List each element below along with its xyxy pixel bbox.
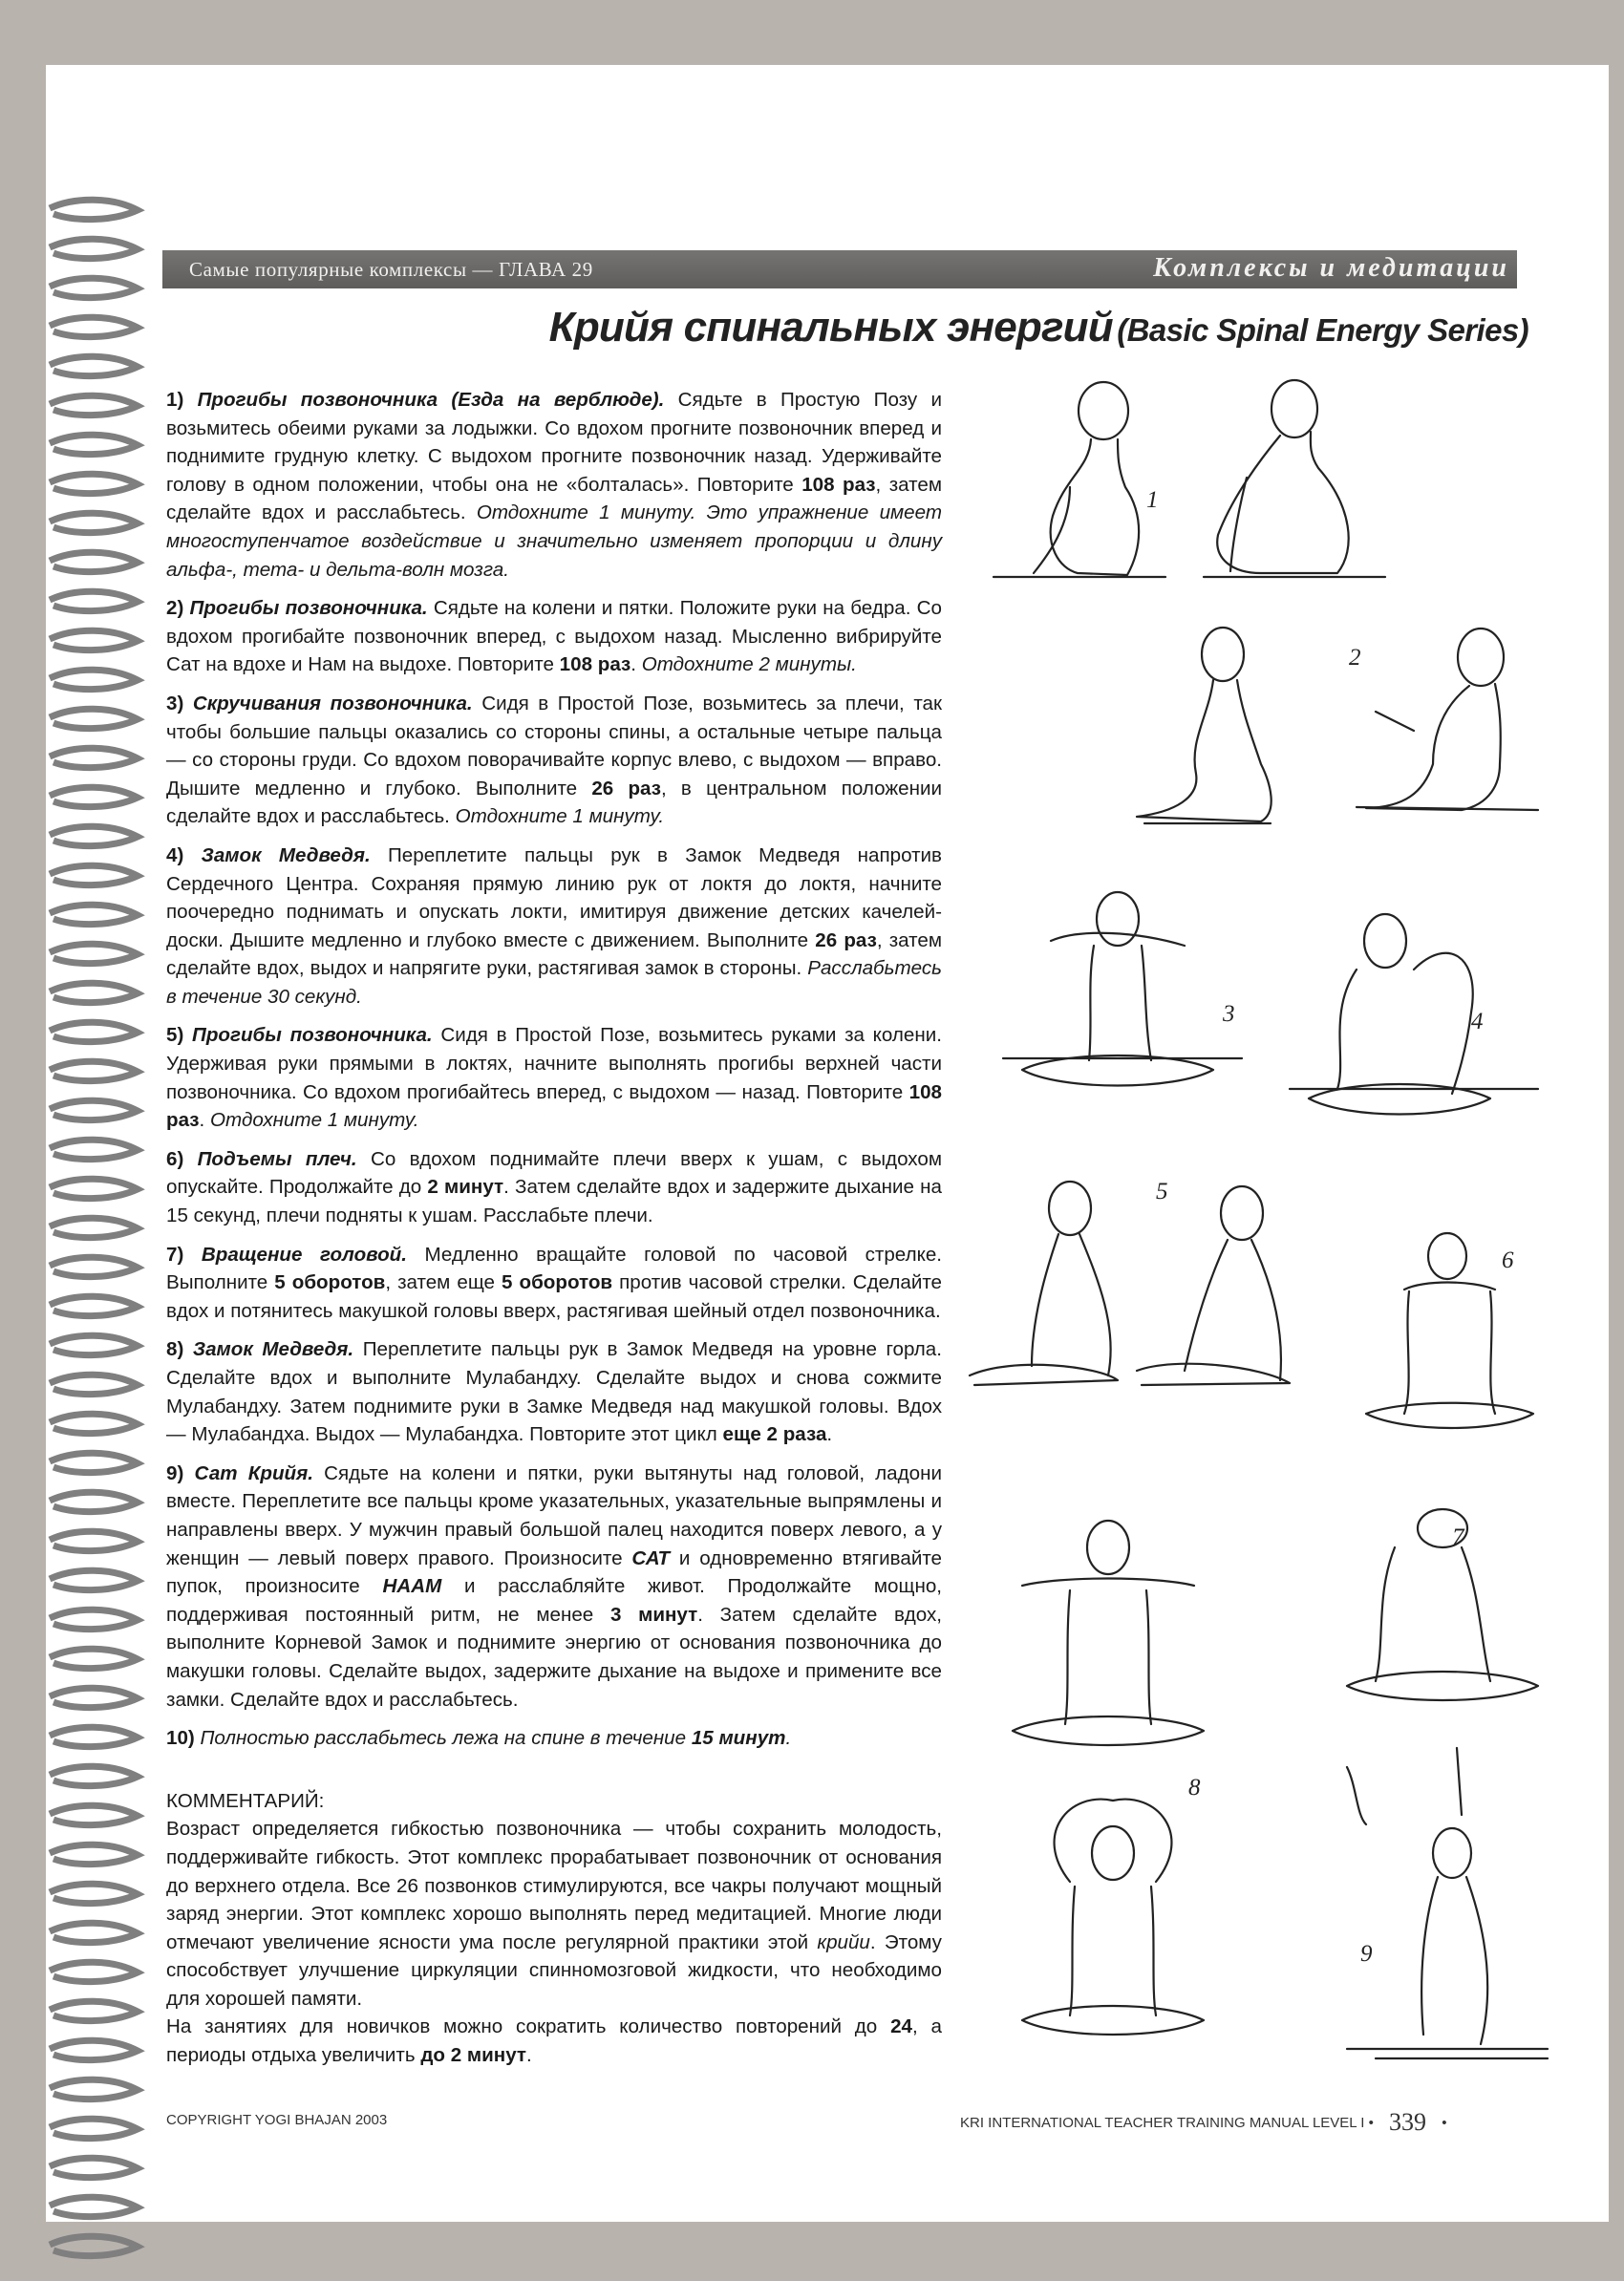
binding-ring [50, 1649, 138, 1668]
binding-ring [50, 1531, 138, 1550]
binding-ring [50, 630, 138, 650]
exercise-name: Сат Крийя. [194, 1461, 313, 1484]
binding-ring [50, 1884, 138, 1903]
exercise-reps: 15 минут [691, 1727, 786, 1750]
binding-ring [50, 944, 138, 963]
exercise-number: 4) [166, 843, 184, 866]
binding-ring [50, 2158, 138, 2177]
binding-ring [50, 1022, 138, 1041]
figure-7b-bear-grip-at-throat [984, 1509, 1232, 1767]
binding-ring [50, 1492, 138, 1511]
figure-4-bear-grip-seesaw [1271, 898, 1557, 1127]
bullet-icon: • [1442, 2115, 1447, 2131]
exercise-text: Сядьте на колени и пятки, руки вытянуты над головой, ладони вместе. Переплетите все пальцы кроме указательных, указательные выпрямлены и направлены вверх. У мужчин правый большой палец находится поверх левого, а у женщин — левый поверх правого. Произносите [166, 1461, 942, 1569]
title-english: (Basic Spinal Energy Series) [1117, 312, 1528, 348]
exercise-text-mid-second: и расслабляйте живот. Продолжайте мощно, поддерживая постоянный ритм, не менее [166, 1575, 942, 1626]
comment-heading: КОММЕНТАРИЙ: [166, 1789, 325, 1812]
exercise-reps: 5 оборотов [274, 1271, 386, 1294]
binding-ring [50, 1335, 138, 1354]
figure-label-5: 5 [1156, 1179, 1168, 1204]
binding-ring [50, 356, 138, 375]
binding-ring [50, 670, 138, 689]
figure-7-neck-rolls [1318, 1490, 1557, 1719]
figure-label-2: 2 [1349, 645, 1361, 671]
exercise-reps: 26 раз [815, 928, 877, 951]
exercise-reps-second: 5 оборотов [502, 1271, 613, 1294]
binding-ring [50, 1844, 138, 1864]
comment-paragraph-2 [166, 2013, 942, 2069]
exercise-text: Полностью расслабьтесь лежа на спине в течение [200, 1727, 687, 1750]
exercise-5 [166, 1021, 942, 1134]
comment-text: Возраст определяется гибкостью позвоночника — чтобы сохранить молодость, поддерживайте гибкость. Этот комплекс прорабатывает позвоночник от основания до верхнего отдела. Все 26 позвонков стимулируются, все чакры получают мощный заряд энергии. Этот комплекс хорошо выполнять перед медитацией. Многие люди отмечают увеличение ясности ума после регулярной практики этой [166, 1818, 942, 1953]
binding-ring [50, 1414, 138, 1433]
comment-text-end: . Этому способствует улучшение циркуляции спинномозговой жидкости, что необходимо для хорошей памяти. [166, 1930, 942, 2010]
page-title [549, 304, 1528, 352]
exercise-text: Со вдохом поднимайте плечи вверх к ушам, с выдохом опускайте. Продолжайте до [166, 1147, 942, 1199]
exercise-reps: 108 раз [166, 1080, 942, 1132]
binding-ring [50, 1140, 138, 1159]
exercise-name: Подъемы плеч. [197, 1147, 357, 1170]
comment-text-mid: , а периоды отдыха увеличить [166, 2015, 942, 2067]
mantra-sat: САТ [631, 1546, 671, 1569]
binding-ring [50, 709, 138, 728]
exercise-name: Прогибы позвоночника. [189, 597, 428, 620]
comment-text-end: . [526, 2044, 532, 2067]
exercise-number: 3) [166, 692, 184, 714]
binding-ring [50, 1727, 138, 1746]
exercise-number: 2) [166, 597, 184, 620]
binding-ring [50, 1923, 138, 1942]
exercise-text: Переплетите пальцы рук в Замок Медведя напротив Сердечного Центра. Сохраняя прямую линию рук от локтя до локтя, начните поочередно поднимать и опускать локти, имитируя движение детских качелей-доски. Дышите медленно и глубоко вместе с движением. Выполните [166, 843, 942, 951]
chapter-header-bar [162, 250, 1517, 288]
exercise-6 [166, 1145, 942, 1230]
exercise-reps: 108 раз [559, 653, 631, 676]
binding-ring [50, 748, 138, 767]
exercise-text-after: , затем сделайте вдох и расслабьтесь. [166, 473, 942, 524]
exercise-text-after: . Затем сделайте вдох и задержите дыхание на 15 секунд, плечи подняты к ушам. Расслабьте плечи. [166, 1176, 942, 1227]
exercise-text: Переплетите пальцы рук в Замок Медведя на уровне горла. Сделайте вдох и выполните Мулабандху. Сделайте выдох и снова сожмите Мулабандху. Затем поднимите руки в Замке Медведя над макушкой головы. Вдох — Мулабандха. Выдох — Мулабандха. Повторите этот цикл [166, 1338, 942, 1446]
exercise-rest: Отдохните 1 минуту. [455, 805, 665, 828]
figure-label-4: 4 [1471, 1009, 1484, 1034]
exercise-number: 1) [166, 389, 184, 411]
comment-kriya-word: крийи [817, 1930, 870, 1953]
exercise-illustrations [955, 363, 1567, 2082]
exercise-text-after: . [199, 1109, 205, 1132]
figure-label-9: 9 [1360, 1941, 1373, 1967]
exercise-name: Скручивания позвоночника. [192, 692, 473, 714]
exercise-reps: 26 раз [591, 777, 661, 799]
exercise-name: Вращение головой. [201, 1243, 407, 1266]
exercise-text: Сидя в Простой Позе, возьмитесь за плечи, так чтобы большие пальцы оказались со стороны спины, а остальные четыре пальца — со стороны груди. Со вдохом поворачивайте корпус влево, с выдохом — вправо. Дышите медленно и глубоко. Выполните [166, 692, 942, 799]
exercise-name: Прогибы позвоночника. [192, 1024, 433, 1047]
exercise-text: Сидя в Простой Позе, возьмитесь руками за колени. Удерживая руки прямыми в локтях, начните выполнять прогибы верхней части позвоночника. Со вдохом прогибайтесь вперед, с выдохом — назад. Повторите [166, 1024, 942, 1103]
exercise-8 [166, 1335, 942, 1448]
exercise-name: Прогибы позвоночника (Езда на верблюде). [197, 389, 665, 411]
exercise-number: 6) [166, 1147, 184, 1170]
binding-ring [50, 787, 138, 806]
binding-ring [50, 1375, 138, 1394]
exercise-rest: Расслабьтесь в течение 30 секунд. [166, 957, 942, 1008]
exercise-text: Сядьте на колени и пятки. Положите руки на бедра. Со вдохом прогибайте позвоночник вперед, с выдохом назад. Мысленно вибрируйте Сат на вдохе и Нам на выдохе. Повторите [166, 597, 942, 676]
binding-ring [50, 2001, 138, 2020]
figure-6-shoulder-shrugs [1337, 1223, 1548, 1452]
figure-9-sat-kriya [1290, 1729, 1557, 2073]
comment-text: На занятиях для новичков можно сократить количество повторений до [166, 2015, 878, 2038]
exercise-reps: 2 минут [427, 1176, 504, 1199]
exercise-text-after: . [826, 1423, 833, 1446]
exercise-reps: 3 минут [609, 1603, 698, 1626]
binding-ring [50, 2119, 138, 2138]
exercise-text-after-second: против часовой стрелки. Сделайте вдох и потянитесь макушкой головы вверх, растягивая шейный отдел позвоночника. [166, 1271, 942, 1322]
figure-label-1: 1 [1146, 487, 1159, 513]
figure-8-bear-grip-overhead [994, 1777, 1232, 2063]
exercise-1 [166, 386, 942, 584]
binding-ring [50, 591, 138, 610]
binding-ring [50, 983, 138, 1002]
binding-ring [50, 1609, 138, 1629]
exercise-text-after: . [785, 1727, 792, 1750]
figure-label-7: 7 [1452, 1524, 1464, 1550]
binding-ring [50, 1179, 138, 1198]
binding-ring [50, 435, 138, 454]
binding-ring [50, 1453, 138, 1472]
exercise-text-after: , в центральном положении сделайте вдох и расслабьтесь. [166, 777, 942, 828]
binding-ring [50, 1570, 138, 1589]
exercise-text-mid: и одновременно втягивайте пупок, произносите [166, 1546, 942, 1598]
section-label: Комплексы и медитации [1153, 253, 1509, 283]
exercise-rest: Отдохните 2 минуты. [641, 653, 857, 676]
exercise-text: Сядьте в Простую Позу и возьмитесь обеими руками за лодыжки. Со вдохом прогните позвоночник вперед и поднимите грудную клетку. С выдохом прогните позвоночник назад. Удерживайте голову в одном положении, чтобы она не «болталась». Повторите [166, 389, 942, 496]
comment-block [166, 1787, 942, 2070]
binding-ring [50, 826, 138, 845]
exercise-number: 5) [166, 1024, 184, 1047]
figure-label-3: 3 [1223, 1001, 1235, 1027]
figure-label-8: 8 [1188, 1775, 1201, 1801]
page-number: 339 [1389, 2108, 1427, 2136]
binding-ring [50, 2079, 138, 2099]
exercise-7 [166, 1241, 942, 1326]
bullet-icon: • [1368, 2115, 1374, 2131]
chapter-label: Самые популярные комплексы — ГЛАВА 29 [189, 258, 593, 281]
mantra-naam: НААМ [382, 1575, 442, 1598]
exercise-10 [166, 1724, 942, 1753]
binding-ring [50, 2197, 138, 2216]
binding-ring [50, 1688, 138, 1707]
exercise-name: Замок Медведя. [192, 1338, 354, 1361]
binding-ring [50, 865, 138, 885]
figure-1-camel-ride [974, 373, 1414, 602]
binding-ring [50, 1257, 138, 1276]
binding-ring [50, 905, 138, 924]
exercise-name: Замок Медведя. [201, 843, 371, 866]
figure-5-spine-flex-holding-knees [955, 1175, 1337, 1423]
binding-ring [50, 317, 138, 336]
comment-paragraph-1 [166, 1815, 942, 2013]
binding-ring [50, 1962, 138, 1981]
exercise-text-after: . Затем сделайте вдох, выполните Корневой Замок и поднимите энергию от основания позвоночника до макушки головы. Сделайте выдох, задержите дыхание на выдохе и примените все замки. Сделайте вдох и расслабьтесь. [166, 1603, 942, 1711]
binding-ring [50, 200, 138, 219]
binding-ring [50, 474, 138, 493]
figure-label-6: 6 [1502, 1247, 1514, 1273]
footer-copyright: COPYRIGHT YOGI BHAJAN 2003 [166, 2112, 388, 2128]
binding-ring [50, 552, 138, 571]
binding-ring [50, 278, 138, 297]
exercise-text-column [166, 386, 942, 2070]
exercise-rest: Отдохните 1 минуту. Это упражнение имеет многоступенчатое воздействие и значительно изменяет пропорции и длину альфа-, тета- и дельта-волн мозга. [166, 501, 942, 581]
exercise-text-after: , затем еще [385, 1271, 495, 1294]
exercise-reps: 108 раз [801, 473, 876, 496]
exercise-9 [166, 1460, 942, 1714]
spiral-binding [46, 180, 151, 2281]
footer-manual [960, 2108, 1446, 2137]
exercise-number: 7) [166, 1243, 184, 1266]
comment-reps-number: 24 [890, 2015, 912, 2038]
binding-ring [50, 1766, 138, 1785]
binding-ring [50, 239, 138, 258]
exercise-reps: еще 2 раза [722, 1423, 827, 1446]
binding-ring [50, 1218, 138, 1237]
footer-manual-title: KRI INTERNATIONAL TEACHER TRAINING MANUAL LEVEL I [960, 2115, 1365, 2131]
exercise-number: 10) [166, 1727, 195, 1750]
exercise-text: Медленно вращайте головой по часовой стрелке. Выполните [166, 1243, 943, 1294]
exercise-text-after: , затем сделайте вдох, выдох и напрягите руки, растягивая замок в стороны. [166, 928, 942, 980]
title-russian: Крийя спинальных энергий [548, 304, 1113, 351]
exercise-number: 9) [166, 1461, 184, 1484]
binding-ring [50, 1296, 138, 1315]
figure-3-spinal-twist [994, 879, 1261, 1108]
binding-ring [50, 1100, 138, 1119]
exercise-4 [166, 842, 942, 1012]
binding-ring [50, 2040, 138, 2059]
exercise-rest: Отдохните 1 минуту. [210, 1109, 419, 1132]
exercise-2 [166, 594, 942, 679]
binding-ring [50, 1061, 138, 1080]
figure-2-spine-flex-on-heels [1118, 621, 1557, 850]
binding-ring [50, 1805, 138, 1824]
binding-ring [50, 513, 138, 532]
comment-rest-duration: до 2 минут [420, 2044, 527, 2067]
exercise-number: 8) [166, 1338, 184, 1361]
binding-ring [50, 395, 138, 415]
exercise-3 [166, 690, 942, 831]
exercise-text-after: . [630, 653, 636, 676]
binding-ring [50, 2236, 138, 2255]
